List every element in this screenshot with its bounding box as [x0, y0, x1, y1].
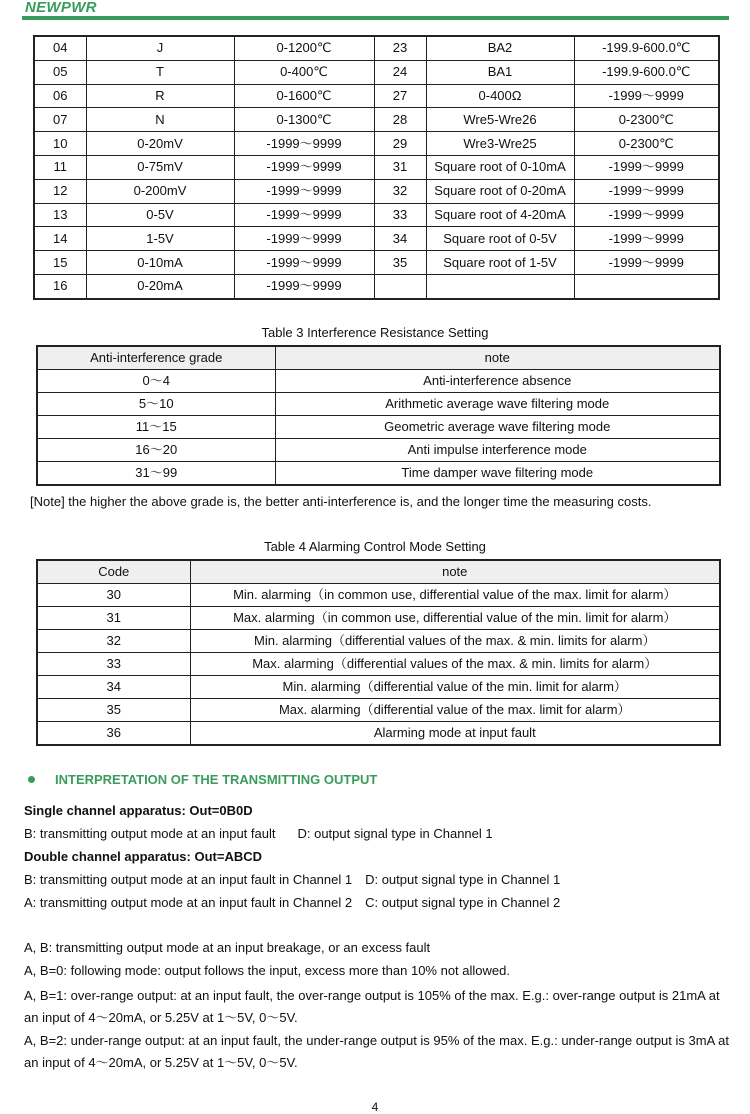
table-cell: -1999～9999: [234, 227, 374, 251]
table-cell: 0-2300℃: [574, 108, 719, 132]
table-cell: Square root of 0-20mA: [426, 179, 574, 203]
input-type-table: [33, 35, 720, 300]
single-channel-desc: B: transmitting output mode at an input fault D: output signal type in Channel 1: [24, 826, 493, 841]
table-cell: 05: [34, 60, 86, 84]
column-header: note: [190, 560, 720, 584]
double-channel-desc-2: A: transmitting output mode at an input fault in Channel 2 C: output signal type in Channel 2: [24, 895, 561, 910]
table-cell: 16: [34, 274, 86, 298]
table-cell: 27: [374, 84, 426, 108]
column-header: Anti-interference grade: [37, 346, 275, 370]
table-cell: -1999～9999: [574, 203, 719, 227]
table-cell: 34: [37, 676, 190, 699]
table-cell: 0-400Ω: [426, 84, 574, 108]
table-cell: 0-400℃: [234, 60, 374, 84]
table-cell: 5～10: [37, 393, 275, 416]
table-row: [34, 36, 719, 60]
table-cell: [374, 274, 426, 298]
table-cell: Min. alarming（differential value of the min. limit for alarm）: [190, 676, 720, 699]
table-cell: -1999～9999: [234, 179, 374, 203]
table-cell: -199.9-600.0℃: [574, 36, 719, 60]
table-cell: Geometric average wave filtering mode: [275, 416, 720, 439]
double-channel-desc-1: B: transmitting output mode at an input fault in Channel 1 D: output signal type in Channel 1: [24, 872, 561, 887]
table-cell: 0-1600℃: [234, 84, 374, 108]
table-cell: 06: [34, 84, 86, 108]
table-cell: 32: [37, 630, 190, 653]
table3-note: [Note] the higher the above grade is, the better anti-interference is, and the longer time the measuring costs.: [30, 494, 652, 509]
double-channel-title: Double channel apparatus: Out=ABCD: [24, 849, 262, 864]
table-cell: 0-2300℃: [574, 132, 719, 156]
table-cell: 0-200mV: [86, 179, 234, 203]
table-cell: Square root of 0-5V: [426, 227, 574, 251]
table-cell: Square root of 4-20mA: [426, 203, 574, 227]
page-header: [0, 0, 750, 22]
table-row: [34, 84, 719, 108]
table-cell: 31: [37, 607, 190, 630]
table-cell: 34: [374, 227, 426, 251]
table-cell: Square root of 1-5V: [426, 251, 574, 275]
table-cell: Min. alarming（in common use, differential value of the max. limit for alarm）: [190, 584, 720, 607]
section-heading: [28, 772, 377, 787]
table-cell: Wre5-Wre26: [426, 108, 574, 132]
table-row: [34, 132, 719, 156]
table-cell: 11～15: [37, 416, 275, 439]
table-cell: N: [86, 108, 234, 132]
paragraph: A, B: transmitting output mode at an input breakage, or an excess fault: [24, 940, 431, 955]
table-row: [37, 416, 720, 439]
table-row: [37, 439, 720, 462]
table-cell: Anti-interference absence: [275, 370, 720, 393]
table-cell: 12: [34, 179, 86, 203]
table-cell: 0-20mA: [86, 274, 234, 298]
table-row: [37, 393, 720, 416]
table-cell: Max. alarming（differential value of the max. limit for alarm）: [190, 699, 720, 722]
table-cell: 07: [34, 108, 86, 132]
table-row: [37, 676, 720, 699]
table-row: [34, 203, 719, 227]
table-row: [37, 630, 720, 653]
table-cell: 0-5V: [86, 203, 234, 227]
section-title: INTERPRETATION OF THE TRANSMITTING OUTPUT: [55, 772, 378, 787]
table-cell: [574, 274, 719, 298]
table-cell: Alarming mode at input fault: [190, 722, 720, 746]
table-cell: 13: [34, 203, 86, 227]
table-cell: -1999～9999: [234, 155, 374, 179]
table-cell: 29: [374, 132, 426, 156]
table-cell: 1-5V: [86, 227, 234, 251]
page-number: 4: [371, 1100, 379, 1114]
table4-caption: Table 4 Alarming Control Mode Setting: [264, 539, 486, 554]
table-row: [34, 60, 719, 84]
table-cell: 0～4: [37, 370, 275, 393]
table-cell: J: [86, 36, 234, 60]
table-cell: 04: [34, 36, 86, 60]
table-cell: 0-1200℃: [234, 36, 374, 60]
table-cell: 28: [374, 108, 426, 132]
table-cell: Min. alarming（differential values of the max. & min. limits for alarm）: [190, 630, 720, 653]
table-cell: 10: [34, 132, 86, 156]
table-cell: Anti impulse interference mode: [275, 439, 720, 462]
table-cell: 0-20mV: [86, 132, 234, 156]
table-cell: -1999～9999: [574, 84, 719, 108]
table-cell: BA2: [426, 36, 574, 60]
column-header: note: [275, 346, 720, 370]
table-cell: -1999～9999: [234, 274, 374, 298]
table-row: [37, 462, 720, 486]
table-cell: -1999～9999: [234, 203, 374, 227]
table-cell: BA1: [426, 60, 574, 84]
table-cell: [426, 274, 574, 298]
paragraph: A, B=1: over-range output: at an input fault, the over-range output is 105% of the max. E.g.: over-range output is 21mA at an input of 4～20mA, or 5.25V at 1～5V, 0～5V.: [24, 988, 720, 1025]
table-cell: Square root of 0-10mA: [426, 155, 574, 179]
table-cell: 33: [374, 203, 426, 227]
table-cell: Arithmetic average wave filtering mode: [275, 393, 720, 416]
table-row: [37, 653, 720, 676]
table-cell: -1999～9999: [234, 251, 374, 275]
table-cell: 15: [34, 251, 86, 275]
table-cell: 35: [37, 699, 190, 722]
table-cell: 16～20: [37, 439, 275, 462]
table-cell: -1999～9999: [234, 132, 374, 156]
table-cell: 35: [374, 251, 426, 275]
table-cell: R: [86, 84, 234, 108]
table-row: [34, 227, 719, 251]
table-cell: -1999～9999: [574, 227, 719, 251]
table-header-row: [37, 560, 720, 584]
table-cell: 11: [34, 155, 86, 179]
table-cell: Max. alarming（in common use, differential value of the min. limit for alarm）: [190, 607, 720, 630]
paragraph: A, B=0: following mode: output follows the input, excess more than 10% not allowed.: [24, 963, 510, 978]
single-channel-title: Single channel apparatus: Out=0B0D: [24, 803, 253, 818]
table-cell: 0-10mA: [86, 251, 234, 275]
table-cell: 23: [374, 36, 426, 60]
table-cell: -1999～9999: [574, 251, 719, 275]
table-row: [37, 722, 720, 746]
table-cell: 0-1300℃: [234, 108, 374, 132]
table-cell: 30: [37, 584, 190, 607]
table-row: [37, 584, 720, 607]
table-row: [37, 607, 720, 630]
table-cell: 0-75mV: [86, 155, 234, 179]
table-cell: -199.9-600.0℃: [574, 60, 719, 84]
table-cell: Max. alarming（differential values of the max. & min. limits for alarm）: [190, 653, 720, 676]
table-row: [37, 370, 720, 393]
paragraph: A, B=2: under-range output: at an input fault, the under-range output is 95% of the max. E.g.: under-range output is 3mA at an input of 4～20mA, or 5.25V at 1～5V, 0～5V.: [24, 1033, 729, 1070]
table3-caption: Table 3 Interference Resistance Setting: [261, 325, 489, 340]
table-cell: 33: [37, 653, 190, 676]
table-header-row: [37, 346, 720, 370]
brand-logo: NEWPWR: [25, 0, 97, 16]
table-row: [34, 155, 719, 179]
table-cell: 36: [37, 722, 190, 746]
table-cell: -1999～9999: [574, 179, 719, 203]
table-cell: -1999～9999: [574, 155, 719, 179]
table-cell: T: [86, 60, 234, 84]
table-row: [34, 179, 719, 203]
bullet-icon: [28, 776, 35, 783]
table-cell: 32: [374, 179, 426, 203]
table-cell: 31: [374, 155, 426, 179]
table-cell: Time damper wave filtering mode: [275, 462, 720, 486]
table-cell: Wre3-Wre25: [426, 132, 574, 156]
table-row: [34, 274, 719, 298]
table-row: [34, 108, 719, 132]
alarm-mode-table: [36, 559, 721, 746]
interference-table: [36, 345, 721, 486]
table-row: [34, 251, 719, 275]
table-cell: 14: [34, 227, 86, 251]
table-row: [37, 699, 720, 722]
column-header: Code: [37, 560, 190, 584]
table-cell: 24: [374, 60, 426, 84]
header-rule: [22, 16, 729, 20]
table-cell: 31～99: [37, 462, 275, 486]
